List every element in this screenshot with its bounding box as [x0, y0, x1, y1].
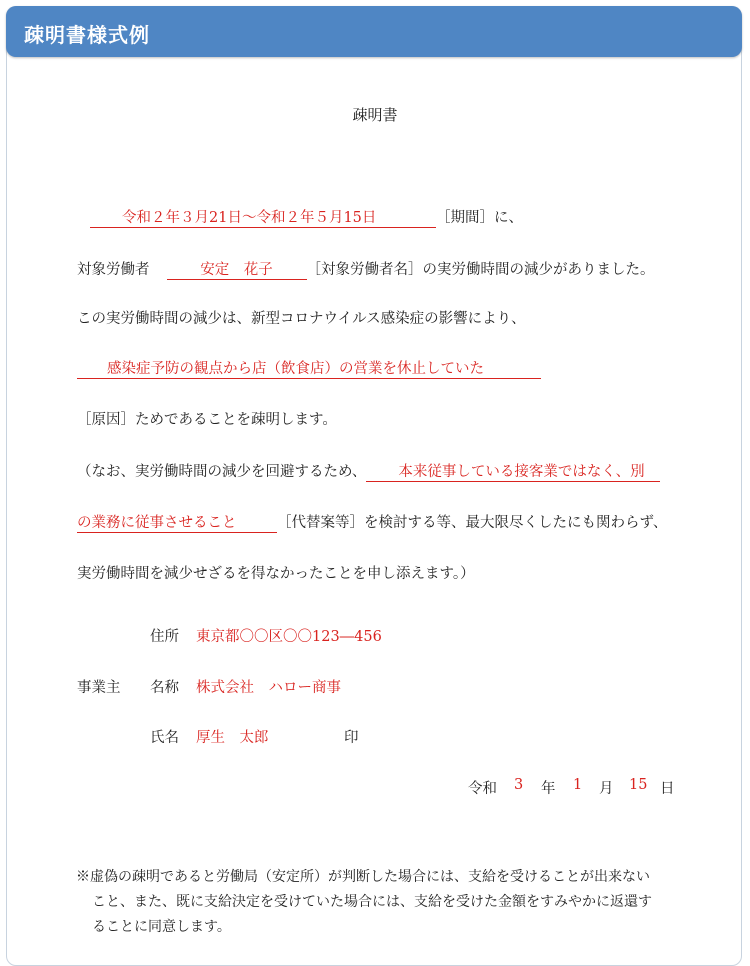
date-year: 3: [514, 777, 524, 793]
reason-value: 感染症予防の観点から店（飲食店）の営業を休止していた: [77, 357, 541, 379]
reason-suffix: ためであることを疎明します。: [135, 412, 337, 428]
period-label: ［期間］: [436, 210, 494, 226]
date-day-unit: 日: [660, 781, 675, 797]
seal-mark: 印: [344, 730, 359, 746]
reason-line: [77, 357, 541, 379]
alt-line-1: [77, 460, 660, 482]
worker-label: ［対象労働者名］: [306, 262, 423, 278]
address-value: 東京都〇〇区〇〇123―456: [196, 629, 382, 645]
note-line-1: ※虚偽の疎明であると労働局（安定所）が判断した場合には、支給を受けることが出来ない: [76, 869, 650, 885]
alt-value-1: 本来従事している接客業ではなく、別: [366, 460, 660, 482]
worker-suffix: の実労働時間の減少がありました。: [422, 262, 655, 278]
alt-line-2: [77, 511, 667, 533]
company-name-value: 株式会社 ハロー商事: [196, 680, 341, 696]
header-title: 疎明書様式例: [24, 23, 150, 47]
period-line: [90, 206, 523, 228]
date-month: 1: [573, 777, 583, 793]
alt-value-2: の業務に従事させること: [77, 511, 277, 533]
company-name-label: 名称: [150, 680, 179, 696]
reason-label-line: [77, 408, 337, 429]
header-bar: [6, 6, 742, 57]
note-line-3: ることに同意します。: [92, 919, 231, 935]
worker-name: 安定 花子: [167, 258, 307, 280]
date-month-unit: 月: [599, 781, 614, 797]
alt-prefix: （なお、実労働時間の減少を回避するため、: [77, 464, 367, 480]
address-label: 住所: [150, 629, 179, 645]
worker-prefix: 対象労働者: [77, 262, 150, 278]
date-era: 令和: [468, 781, 497, 797]
alt-label: ［代替案等］: [277, 515, 364, 531]
representative-label: 氏名: [150, 730, 179, 746]
reason-intro: この実労働時間の減少は、新型コロナウイルス感染症の影響により、: [77, 311, 526, 327]
period-suffix: に、: [494, 210, 523, 226]
alt-closing: 実労働時間を減少せざるを得なかったことを申し添えます。）: [77, 566, 475, 582]
date-year-unit: 年: [541, 781, 556, 797]
page-frame: [6, 6, 742, 966]
document-title: 疎明書: [352, 106, 398, 124]
representative-value: 厚生 太郎: [196, 730, 269, 746]
reason-label: ［原因］: [77, 412, 135, 428]
alt-suffix: を検討する等、最大限尽くしたにも関わらず、: [364, 515, 668, 531]
period-value: 令和２年３月21日～令和２年５月15日: [90, 206, 436, 228]
note-line-2: こと、また、既に支給決定を受けていた場合には、支給を受けた金額をすみやかに返還す: [92, 894, 652, 910]
worker-line: [77, 258, 655, 280]
employer-label: 事業主: [77, 680, 121, 696]
date-day: 15: [629, 777, 648, 793]
